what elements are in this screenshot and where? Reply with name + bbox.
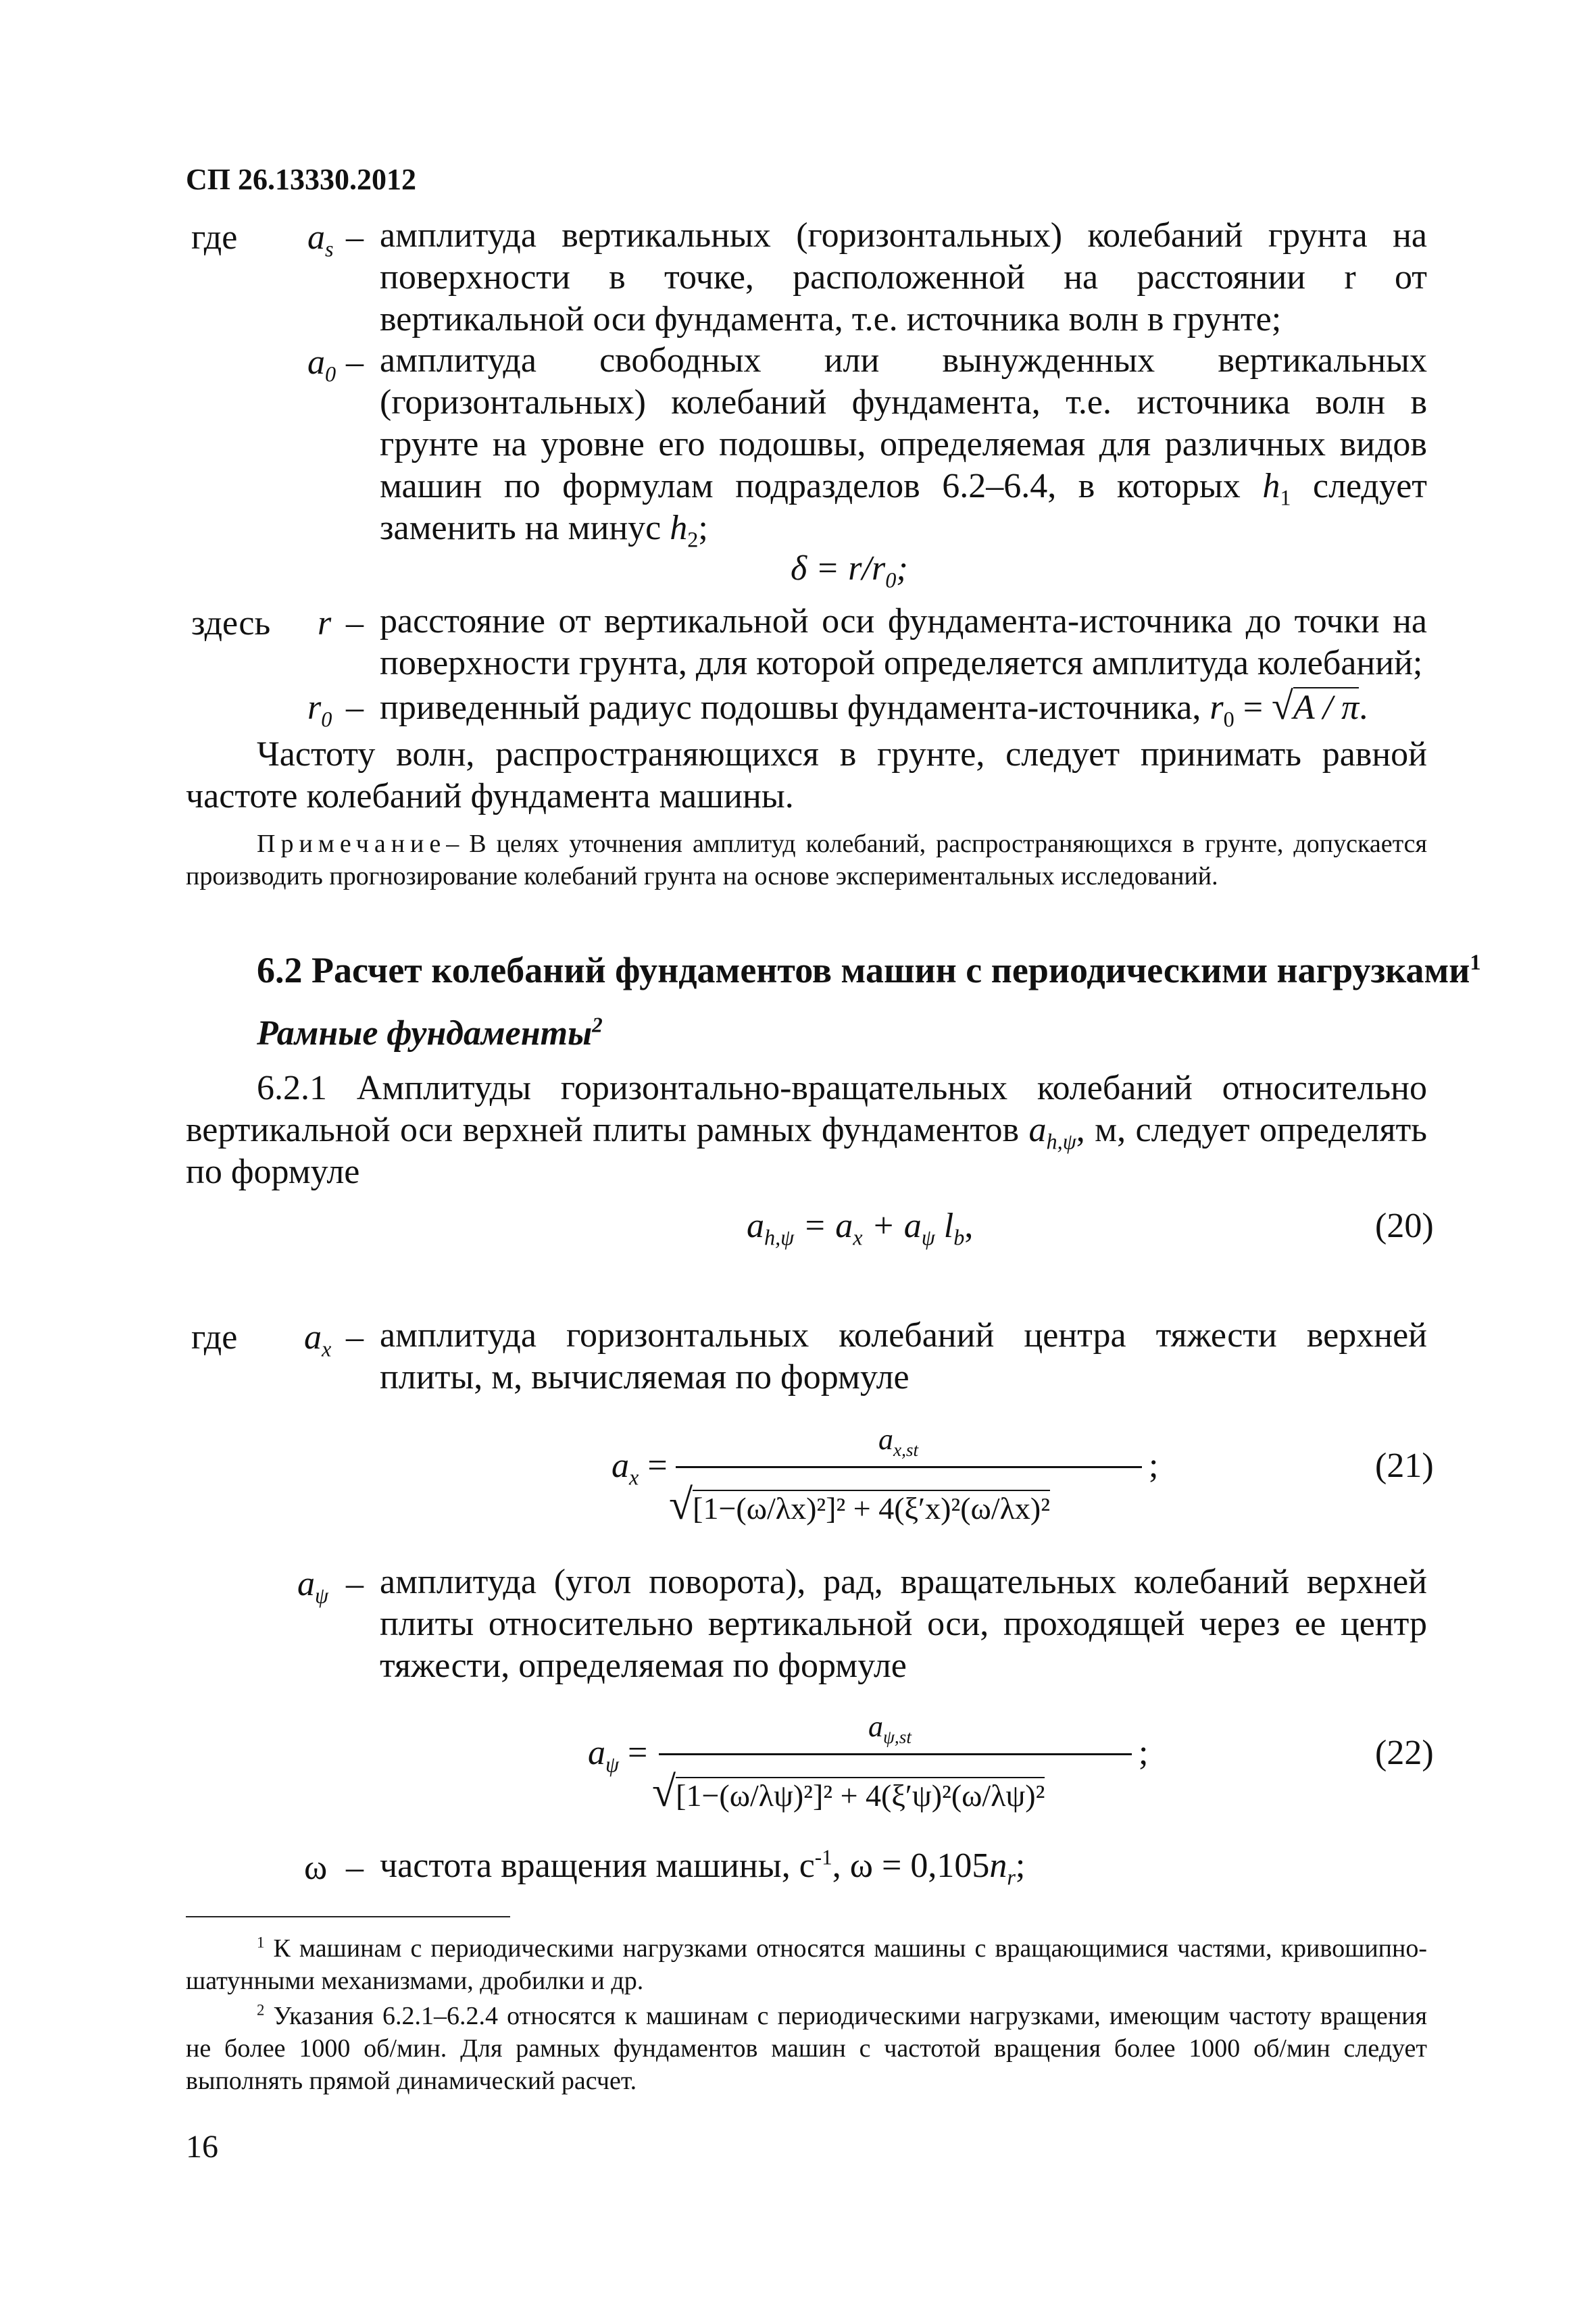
page-number: 16 — [186, 2129, 218, 2165]
equation-22-end: ; — [1139, 1734, 1149, 1772]
dash: – — [346, 604, 364, 643]
definition-ax: амплитуда горизонтальных колебаний центра тяжести верхней плиты, м, вычисляемая по формуле — [380, 1316, 1427, 1397]
definition-as: амплитуда вертикальных (горизонтальных) колебаний грунта на поверхности в точке, расположенной на расстоянии r от вертикальной оси фундамента, т.е. источника волн в грунте; — [380, 216, 1427, 338]
symbol-omega: ω — [304, 1848, 328, 1887]
symbol-a0: $a_0$ — [307, 343, 336, 386]
footnote-2: $^2$ Указания 6.2.1–6.2.4 относятся к машинам с периодическими нагрузками, имеющим частоту вращения не более 1000 об/мин. Для рамных фундаментов машин с частотой вращения более 1000 об/мин следует выполнять прямой динамический расчет. — [186, 2001, 1427, 2095]
equation-21-denominator: √[1−(ω/λx)²]² + 4(ξ′x)²(ω/λx)² — [669, 1480, 1051, 1528]
definition-a0: амплитуда свободных или вынужденных вертикальных (горизонтальных) колебаний фундамента, т.е. источника волн в грунте на уровне его подошвы, определяемая для различных видов машин по формулам подразделов 6.2–6.4, в которых $h_1$ следует заменить на минус $h_2$; — [380, 341, 1428, 552]
symbol-ax: $a_x$ — [304, 1318, 332, 1361]
paragraph-6-2-1: 6.2.1 Амплитуды горизонтально-вращательных колебаний относительно вертикальной оси верхней плиты рамных фундаментов $a_{h,\psi}$, м, следует определять по формуле — [186, 1069, 1427, 1191]
symbol-apsi: $a_\psi$ — [297, 1565, 329, 1608]
equation-number-21: (21) — [1375, 1447, 1434, 1485]
paragraph-wave-frequency: Частоту волн, распространяющихся в грунте, следует принимать равной частоте колебаний фундамента машины. — [186, 735, 1427, 815]
equation-22-lhs: $a_\psi$ = — [588, 1734, 648, 1777]
equation-22-numerator: $a_{\psi,st}$ — [868, 1710, 912, 1747]
equation-21-lhs: $a_x$ = — [612, 1447, 668, 1490]
definition-omega: частота вращения машины, $с^{-1}$, $\omega = 0,105n_r$; — [380, 1845, 1026, 1890]
equation-21-numerator: $a_{x,st}$ — [878, 1423, 919, 1460]
definition-r: расстояние от вертикальной оси фундамента-источника до точки на поверхности грунта, для которой определяется амплитуда колебаний; — [380, 602, 1427, 682]
equation-22-denominator: √[1−(ω/λψ)²]² + 4(ξ′ψ)²(ω/λψ)² — [652, 1767, 1045, 1815]
symbol-as: $a_s$ — [307, 218, 334, 261]
dash: – — [346, 688, 364, 727]
document-code-header: СП 26.13330.2012 — [186, 163, 416, 196]
where-label: где — [191, 218, 238, 257]
definition-r0: приведенный радиус подошвы фундамента-источника, $r_0 = √A / \pi$. — [380, 684, 1368, 732]
equation-21-end: ; — [1149, 1447, 1159, 1485]
dash: – — [346, 218, 364, 257]
dash: – — [346, 1848, 364, 1887]
equation-number-20: (20) — [1375, 1207, 1434, 1245]
delta-formula: $\delta = r/r_0$; — [791, 549, 908, 593]
footnote-separator — [186, 1916, 510, 1917]
dash: – — [346, 343, 364, 382]
fraction-bar — [676, 1466, 1142, 1468]
dash: – — [346, 1318, 364, 1357]
note: Примечание– В целях уточнения амплитуд колебаний, распространяющихся в грунте, допускается производить прогнозирование колебаний грунта на основе экспериментальных исследований. — [186, 830, 1427, 890]
equation-20: $a_{h,\psi} = a_x + a_\psi$ $l_b$, — [747, 1207, 974, 1250]
fraction-bar — [659, 1753, 1132, 1755]
footnote-1: $^1$ К машинам с периодическими нагрузками относятся машины с вращающимися частями, кривошипно-шатунными механизмами, дробилки и др. — [186, 1934, 1427, 1995]
section-title: 6.2 Расчет колебаний фундаментов машин с периодическими нагрузками$^1$ — [257, 950, 1481, 990]
symbol-r0: $r_0$ — [307, 688, 332, 732]
dash: – — [346, 1565, 364, 1603]
here-label: здесь — [191, 604, 271, 643]
subsection-title: Рамные фундаменты$^2$ — [257, 1013, 603, 1053]
symbol-r: r — [318, 604, 332, 643]
definition-apsi: амплитуда (угол поворота), рад, вращательных колебаний верхней плиты относительно вертикальной оси, проходящей через ее центр тяжести, определяемая по формуле — [380, 1563, 1427, 1685]
equation-number-22: (22) — [1375, 1734, 1434, 1772]
where-label: где — [191, 1318, 238, 1357]
